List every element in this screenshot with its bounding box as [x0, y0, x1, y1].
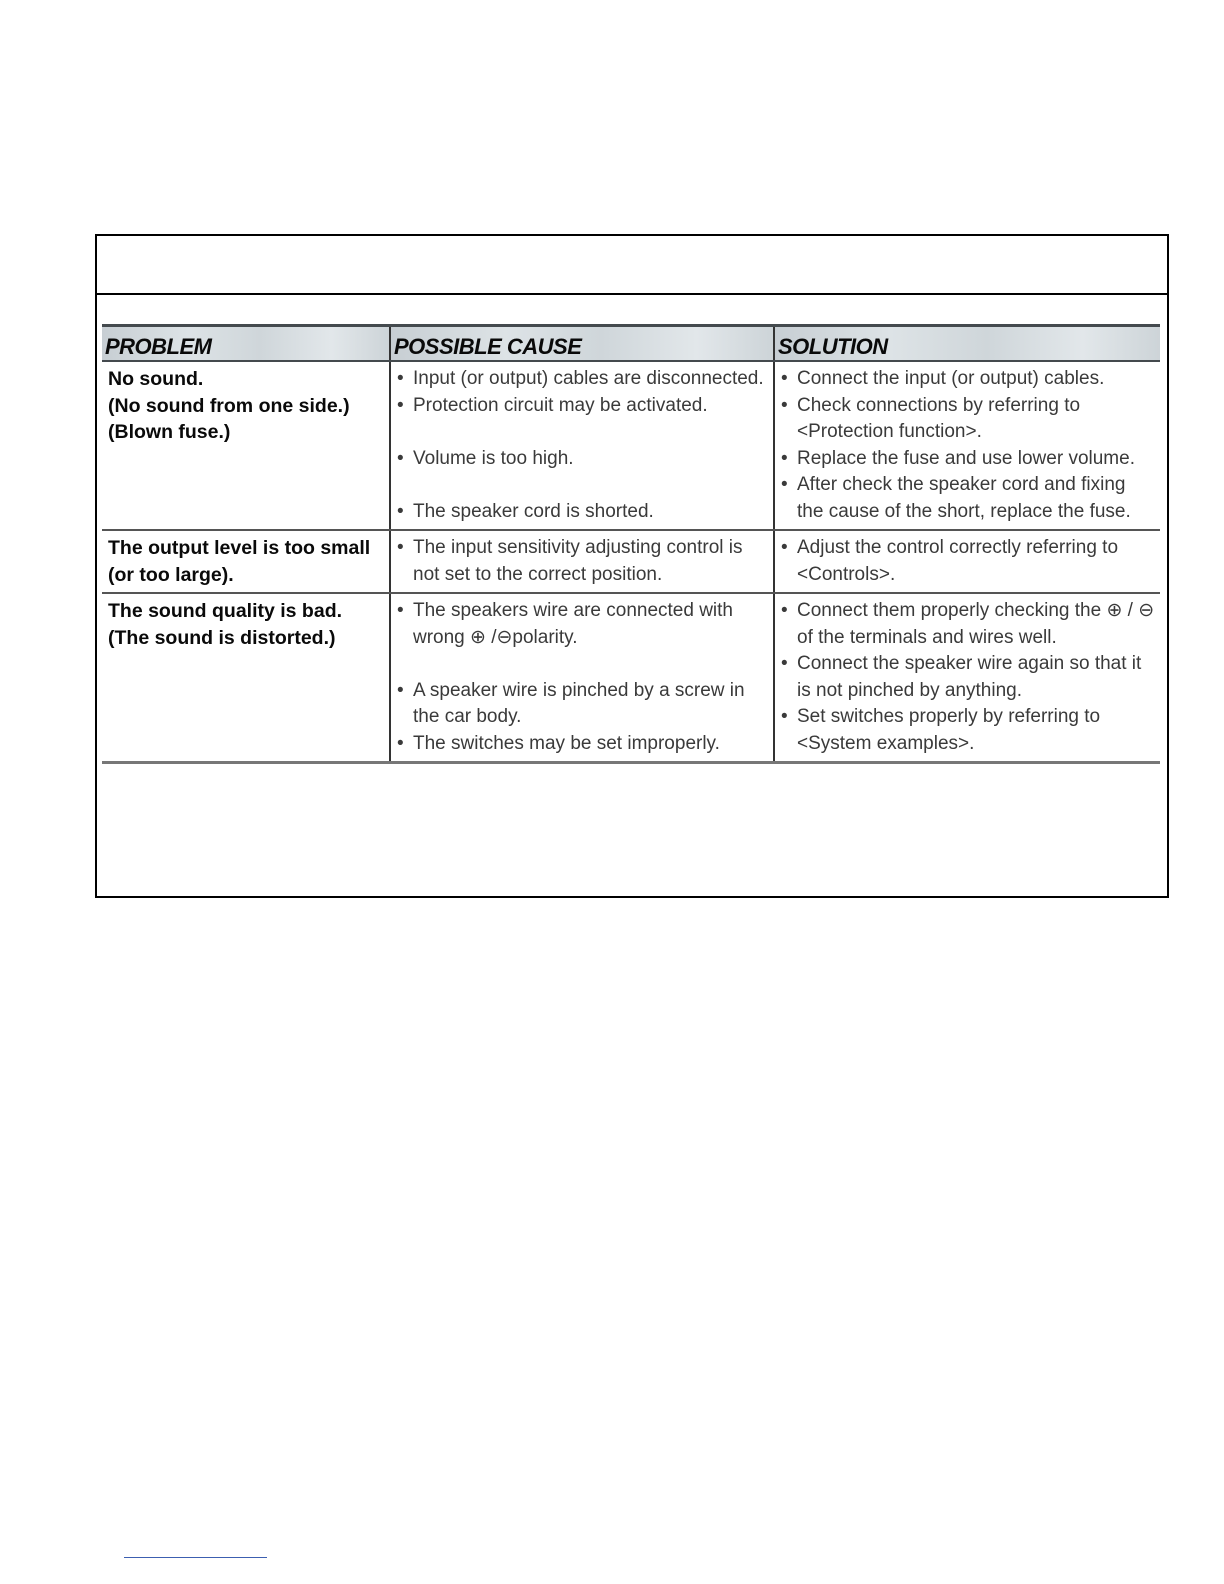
bullet-icon: •: [781, 600, 788, 621]
problem-text: No sound.: [108, 368, 204, 390]
solution-text: Connect the input (or output) cables.: [797, 368, 1105, 389]
problem-column-header: PROBLEM: [102, 326, 390, 362]
bullet-icon: •: [397, 679, 404, 701]
solution-cell: [774, 593, 1160, 763]
troubleshooting-table: [102, 324, 1160, 764]
cause-text: Protection circuit may be activated.: [413, 394, 708, 416]
cause-item: [397, 535, 769, 588]
cause-column-header: POSSIBLE CAUSE: [390, 326, 774, 362]
cause-text: The switches may be set improperly.: [413, 732, 720, 754]
cause-text: The speakers wire are connected with wrong ⊕ /⊖polarity.: [413, 600, 733, 648]
cause-item: [397, 393, 769, 420]
footer-rule: [124, 1557, 267, 1558]
bullet-icon: •: [781, 368, 788, 389]
solution-item: [781, 651, 1156, 704]
solution-text: Connect the speaker wire again so that it is not pinched by anything.: [797, 653, 1142, 701]
bullet-icon: •: [781, 706, 788, 727]
cause-cell: [390, 530, 774, 593]
bullet-icon: •: [397, 447, 404, 469]
cause-item: [397, 446, 769, 473]
cause-item: [397, 366, 769, 393]
problem-cell: [102, 593, 390, 763]
solution-cell: [774, 530, 1160, 593]
solution-item: [781, 446, 1156, 473]
cause-text: A speaker wire is pinched by a screw in the car body.: [413, 679, 745, 727]
solution-text: Set switches properly by referring to <System examples>.: [797, 706, 1101, 754]
cause-text: The input sensitivity adjusting control is not set to the correct position.: [413, 537, 743, 585]
solution-item: [781, 535, 1156, 588]
solution-text: Replace the fuse and use lower volume.: [797, 447, 1135, 469]
solution-item: [781, 704, 1156, 757]
cause-text: Volume is too high.: [413, 447, 574, 469]
bullet-icon: •: [397, 600, 404, 621]
bullet-icon: •: [781, 394, 788, 416]
solution-item: [781, 366, 1156, 393]
solution-item: [781, 598, 1156, 651]
bullet-icon: •: [397, 732, 404, 754]
cause-cell: [390, 361, 774, 530]
cause-text: The speaker cord is shorted.: [413, 500, 654, 522]
cause-item: [397, 499, 769, 526]
solution-text: Connect them properly checking the ⊕ / ⊖ of the terminals and wires well.: [797, 600, 1155, 648]
header-row: [102, 326, 1160, 362]
bullet-icon: •: [781, 537, 788, 558]
solution-item: [781, 393, 1156, 446]
cause-item: [397, 731, 769, 758]
problem-cell: [102, 530, 390, 593]
solution-text: Check connections by referring to <Protection function>.: [797, 394, 1081, 442]
bullet-icon: •: [397, 368, 404, 389]
cause-cell: [390, 593, 774, 763]
solution-text: After check the speaker cord and fixing the cause of the short, replace the fuse.: [797, 474, 1131, 522]
problem-text: (No sound from one side.): [108, 394, 350, 417]
problem-text: The output level is too small (or too large).: [108, 537, 371, 586]
bullet-icon: •: [781, 447, 788, 469]
cause-text: Input (or output) cables are disconnected.: [413, 368, 764, 389]
problem-text: (The sound is distorted.): [108, 626, 336, 649]
bullet-icon: •: [781, 474, 788, 495]
bullet-icon: •: [397, 394, 404, 416]
bullet-icon: •: [397, 537, 404, 558]
problem-cell: [102, 361, 390, 530]
cause-item: [397, 678, 769, 731]
problem-text: (Blown fuse.): [108, 421, 231, 443]
table-row: [102, 361, 1160, 530]
table-row: [102, 593, 1160, 763]
bullet-icon: •: [781, 653, 788, 674]
frame-divider: [97, 293, 1167, 295]
solution-column-header: SOLUTION: [774, 326, 1160, 362]
cause-item: [397, 598, 769, 651]
solution-item: [781, 472, 1156, 525]
bullet-icon: •: [397, 500, 404, 522]
table-row: [102, 530, 1160, 593]
solution-text: Adjust the control correctly referring to <Controls>.: [797, 537, 1119, 585]
problem-text: The sound quality is bad.: [108, 600, 343, 622]
solution-cell: [774, 361, 1160, 530]
